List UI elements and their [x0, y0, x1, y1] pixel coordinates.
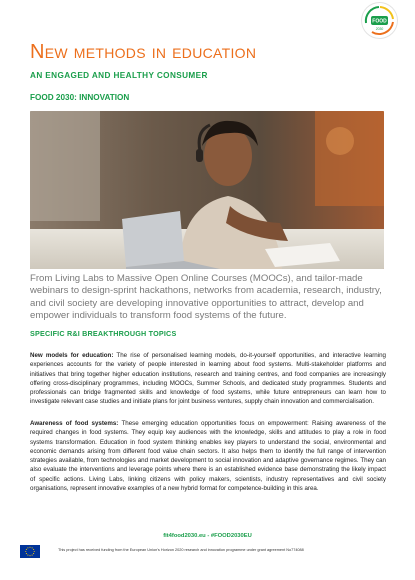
funding-notice: This project has received funding from the European Union's Horizon 2020 research and innovation programme under grant agreement No774088	[58, 548, 304, 552]
topic-body: These emerging education opportunities focus on empowerment: Raising awareness of the required changes in food systems. They equip key audiences with the knowledge, skills and attitudes to play a role in food systems transformation. Education in food system thinking enables key players to understand the social, environmental and economic demands arising from different food value chain sectors. It also helps them to identify the full range of intervention strategies available, from technologies and market development to social innovation and adaptive governance regimes. They can also evaluate the interventions and leverage points where there is an established evidence base demonstrating the likely impact of specific actions. Living Labs, linking citizens with policy makers, scientists, industry representatives and civil society organisations, represent innovative examples of a new hybrid format for competence-building in this area.	[30, 420, 386, 493]
page-subtitle: AN ENGAGED AND HEALTHY CONSUMER	[30, 71, 208, 80]
section-label: FOOD 2030: INNOVATION	[30, 93, 130, 102]
footer-links[interactable]: fit4food2030.eu - #FOOD2030EU	[163, 533, 252, 539]
page-title: New methods in education	[30, 41, 257, 63]
eu-flag-icon	[20, 545, 40, 558]
svg-text:2030: 2030	[375, 27, 384, 31]
topic-paragraph-awareness	[30, 419, 386, 493]
topic-paragraph-education	[30, 351, 386, 407]
intro-paragraph: From Living Labs to Massive Open Online Courses (MOOCs), and tailor-made webinars to design-sprint hackathons, networks from academia, research, industry, and civil society are developing innovative opportunities to attract, develop and empower individuals to transform food systems of the future.	[30, 273, 382, 321]
topics-heading: SPECIFIC R&I BREAKTHROUGH TOPICS	[30, 329, 177, 338]
topic-lead: Awareness of food systems:	[30, 420, 119, 427]
fit4food2030-logo	[362, 3, 397, 38]
svg-text:FOOD: FOOD	[372, 18, 387, 25]
student-laptop-photo	[30, 111, 384, 269]
topic-body: The rise of personalised learning models, do-it-yourself opportunities, and interactive learning experiences accounts for the variety of people interested in learning about food systems. Multi-stakeholder platforms and initiatives that bring together higher education institutions, research and training centres, and food companies are increasingly offering cross-disciplinary programmes, including MOOCs, Summer Schools, and dedicated study programmes. Students and professionals can bridge fragmented skills and knowledge of food systems, while future entrepreneurs can learn how to investigate relevant case studies and initiate plans for joint business ventures, supply chain innovation and commercialisation.	[30, 352, 386, 406]
topic-lead: New models for education:	[30, 352, 114, 359]
